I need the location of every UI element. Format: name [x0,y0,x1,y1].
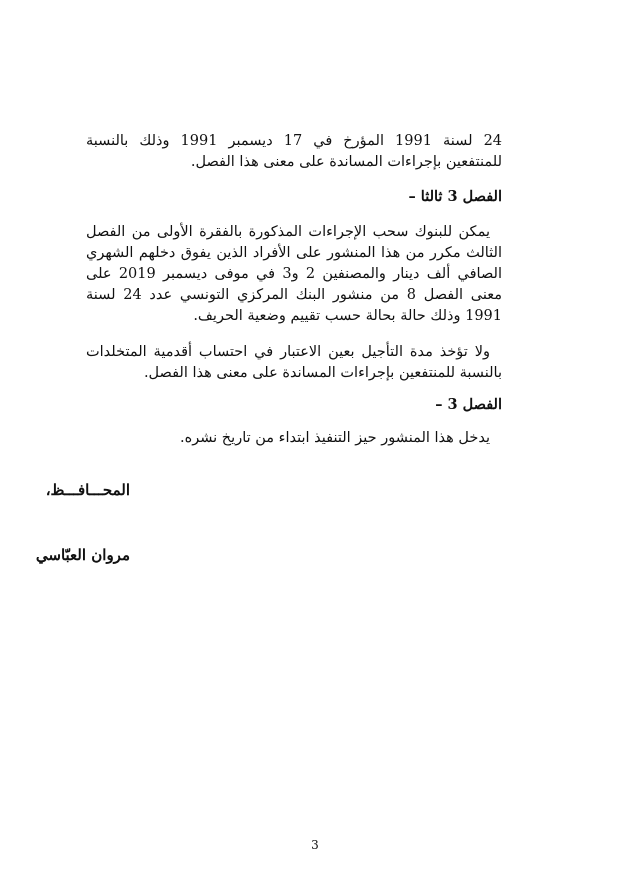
paragraph-entry-into-force: يدخل هذا المنشور حيز التنفيذ ابتداء من تاريخ نشره. [180,430,490,446]
signature-title: المحـــافـــظ، [45,481,130,499]
signature-name: مروان العبّاسي [35,546,130,564]
paragraph-deferral-period: ولا تؤخذ مدة التأجيل بعين الاعتبار في احتساب أقدمية المتخلدات بالنسبة للمنتفعين بإجراءات المساندة على معنى هذا الفصل. [86,344,502,381]
paragraph-withdrawal-measures: يمكن للبنوك سحب الإجراءات المذكورة بالفقرة الأولى من الفصل الثالث مكرر من هذا المنشور على الأفراد الذين يفوق دخلهم الشهري الصافي ألف دينار والمصنفين 2 و3 في موفى ديسمبر 2019 على معنى الفصل 8 من منشور البنك المركزي التونسي عدد 24 لسنة 1991 وذلك حالة بحالة حسب تقييم وضعية الحريف. [86,224,502,324]
section-heading-3: الفصل 3 – [435,396,502,413]
paragraph-continuation: 24 لسنة 1991 المؤرخ في 17 ديسمبر 1991 وذلك بالنسبة للمنتفعين بإجراءات المساندة على معنى هذا الفصل. [86,133,503,170]
section-heading-3-thalithan: الفصل 3 ثالثا – [408,188,502,205]
page-number: 3 [311,838,319,852]
